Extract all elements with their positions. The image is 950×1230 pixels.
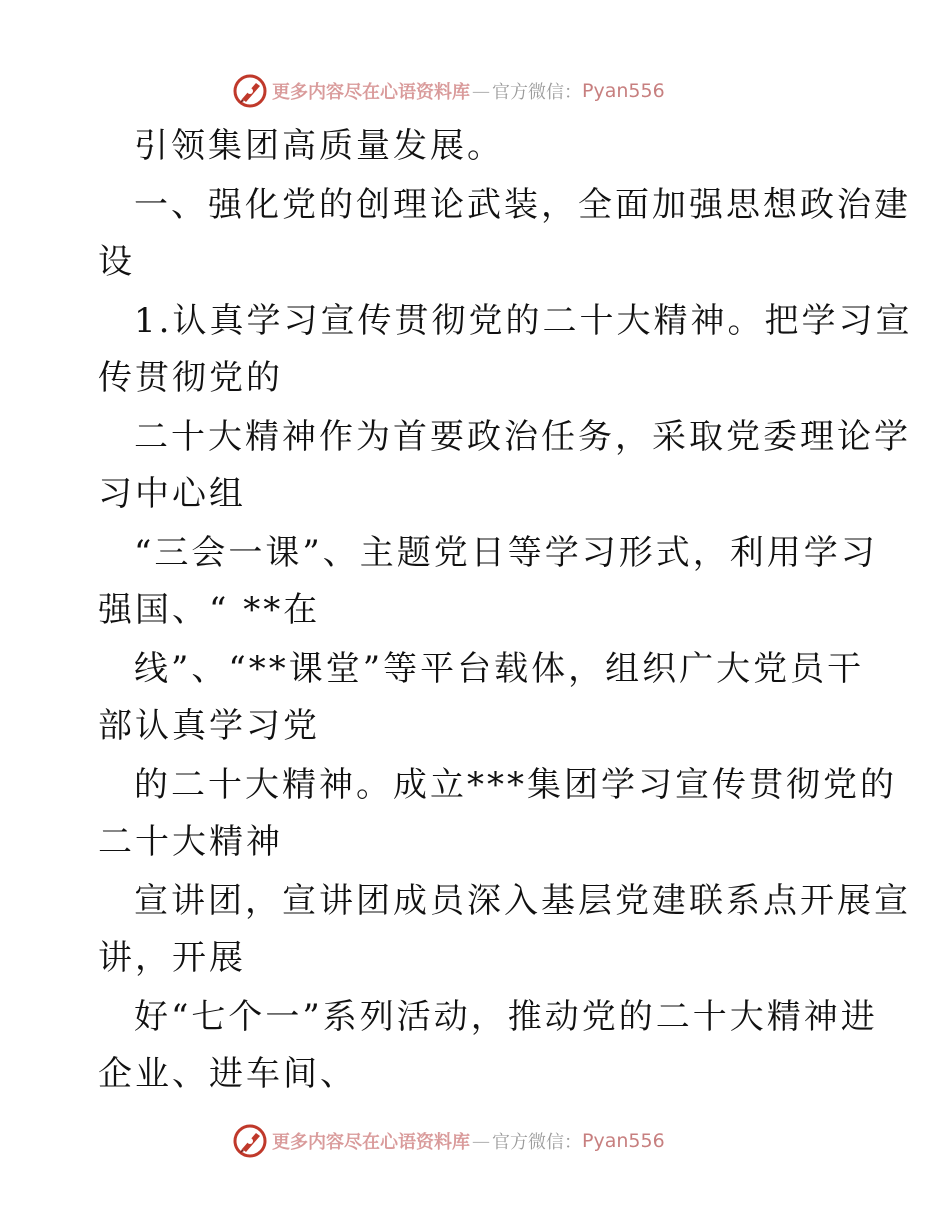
wechat-id: Pyan556 (582, 80, 665, 102)
banner-text: 更多内容尽在心语资料库 (272, 1132, 470, 1153)
body-line: 线”、“**课堂”等平台载体，组织广大党员干 (134, 649, 865, 689)
section-heading: 一、强化党的创理论武装，全面加强思想政治建 (134, 185, 911, 225)
body-line: 1.认真学习宣传贯彻党的二十大精神。把学习宣 (134, 301, 913, 341)
body-line: 传贯彻党的 (98, 358, 283, 398)
body-line: 二十大精神 (98, 822, 283, 862)
body-line: 部认真学习党 (98, 706, 320, 746)
body-line: 好“七个一”系列活动，推动党的二十大精神进 (134, 997, 878, 1037)
body-line: 设 (98, 242, 135, 282)
wechat-label: 官方微信： (492, 1132, 582, 1153)
pen-logo-icon (232, 73, 268, 109)
banner-text: 更多内容尽在心语资料库 (272, 82, 470, 103)
banner-separator: — (472, 80, 490, 102)
body-line: “三会一课”、主题党日等学习形式，利用学习 (134, 533, 878, 573)
body-line: 二十大精神作为首要政治任务，采取党委理论学 (134, 417, 911, 457)
wechat-id: Pyan556 (582, 1130, 665, 1152)
header-banner (232, 71, 665, 111)
banner-separator: — (472, 1130, 490, 1152)
body-line: 讲，开展 (98, 938, 246, 978)
body-line: 强国、“ **在 (98, 590, 321, 630)
body-line: 企业、进车间、 (98, 1054, 357, 1094)
wechat-label: 官方微信： (492, 82, 582, 103)
body-line: 引领集团高质量发展。 (134, 126, 504, 166)
footer-banner (232, 1121, 665, 1161)
body-line: 的二十大精神。成立***集团学习宣传贯彻党的 (134, 765, 897, 805)
body-line: 宣讲团，宣讲团成员深入基层党建联系点开展宣 (134, 881, 911, 921)
body-line: 习中心组 (98, 474, 246, 514)
pen-logo-icon (232, 1123, 268, 1159)
